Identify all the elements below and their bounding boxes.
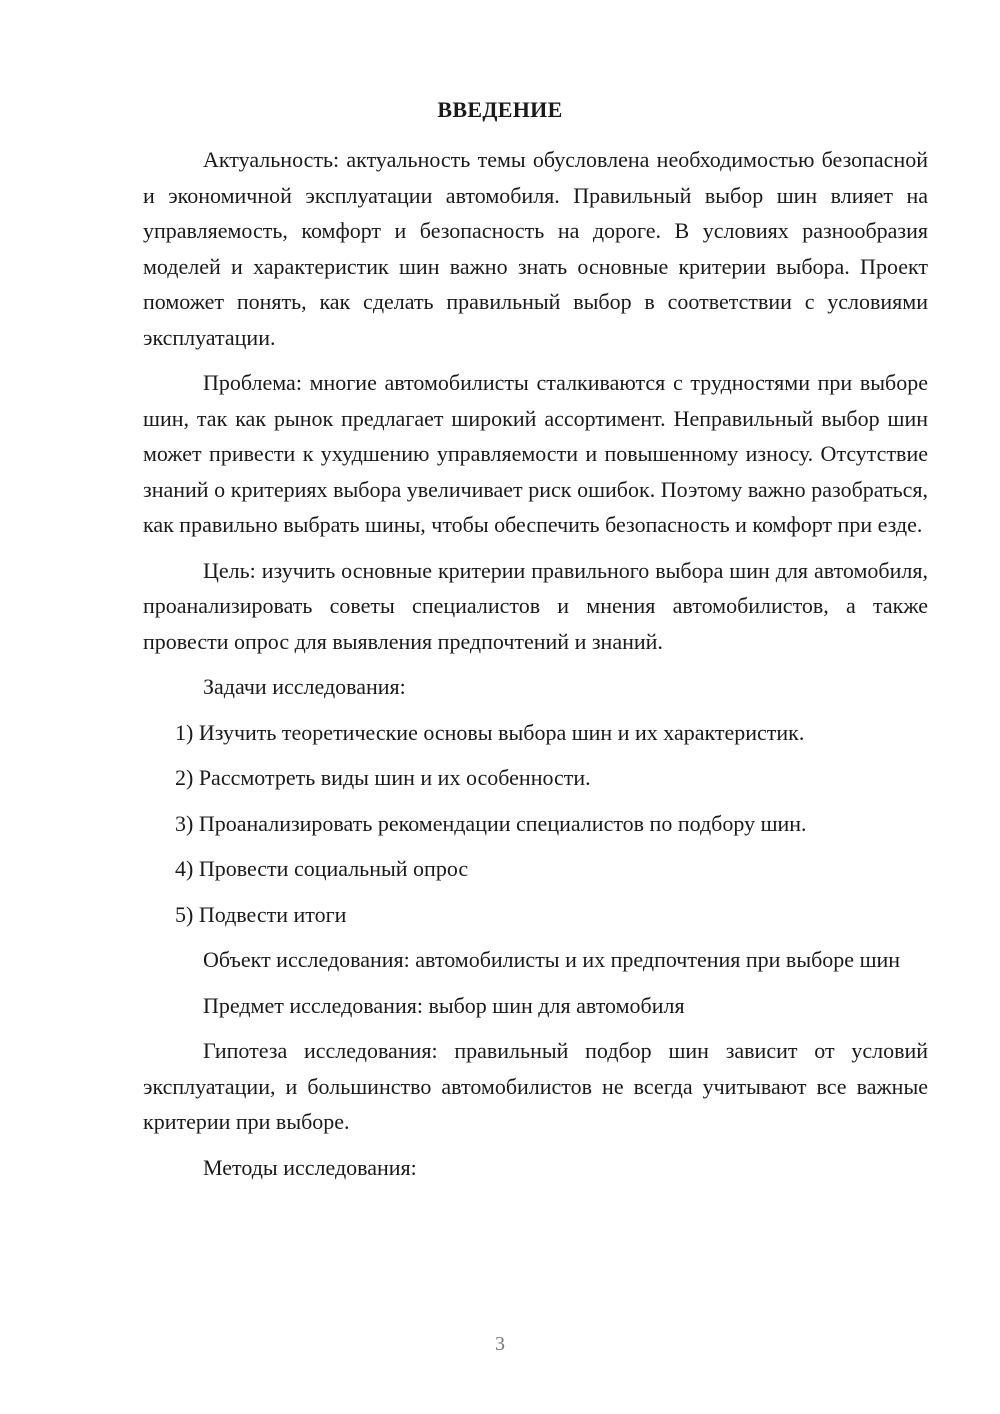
paragraph-subject: Предмет исследования: выбор шин для автомобиля (203, 992, 685, 1018)
list-item: 1) Изучить теоретические основы выбора шин и их характеристик. (175, 719, 805, 745)
tasks-list (143, 715, 928, 933)
page-title: ВВЕДЕНИЕ (437, 97, 563, 122)
document-body (143, 142, 928, 1195)
paragraph-object: Объект исследования: автомобилисты и их предпочтения при выборе шин (203, 947, 901, 972)
page-number: 3 (495, 1333, 505, 1355)
tasks-heading: Задачи исследования: (203, 674, 406, 699)
list-item: 4) Провести социальный опрос (175, 856, 469, 881)
list-item: 3) Проанализировать рекомендации специалистов по подбору шин. (175, 810, 807, 836)
paragraph-methods: Методы исследования: (203, 1154, 417, 1180)
list-item: 5) Подвести итоги (175, 901, 347, 927)
paragraph-goal: Цель: изучить основные критерии правильного выбора шин для автомобиля, проанализировать советы специалистов и мнения автомобилистов, а также провести опрос для выявления предпочтений и знаний. (143, 557, 928, 654)
paragraph-relevance: Актуальность: актуальность темы обусловлена необходимостью безопасной и экономичной эксплуатации автомобиля. Правильный выбор шин влияет на управляемость, комфорт и безопасность на дороге. В условиях разнообразия моделей и характеристик шин важно знать основные критерии выбора. Проект поможет понять, как сделать правильный выбор в соответствии с условиями эксплуатации. (143, 147, 928, 350)
paragraph-problem: Проблема: многие автомобилисты сталкиваются с трудностями при выборе шин, так как рынок предлагает широкий ассортимент. Неправильный выбор шин может привести к ухудшению управляемости и повышенному износу. Отсутствие знаний о критериях выбора увеличивает риск ошибок. Поэтому важно разобраться, как правильно выбрать шины, чтобы обеспечить безопасность и комфорт при езде. (143, 370, 928, 537)
paragraph-hypothesis: Гипотеза исследования: правильный подбор шин зависит от условий эксплуатации, и большинство автомобилистов не всегда учитывают все важные критерии при выборе. (143, 1038, 928, 1134)
list-item: 2) Рассмотреть виды шин и их особенности. (175, 765, 591, 790)
